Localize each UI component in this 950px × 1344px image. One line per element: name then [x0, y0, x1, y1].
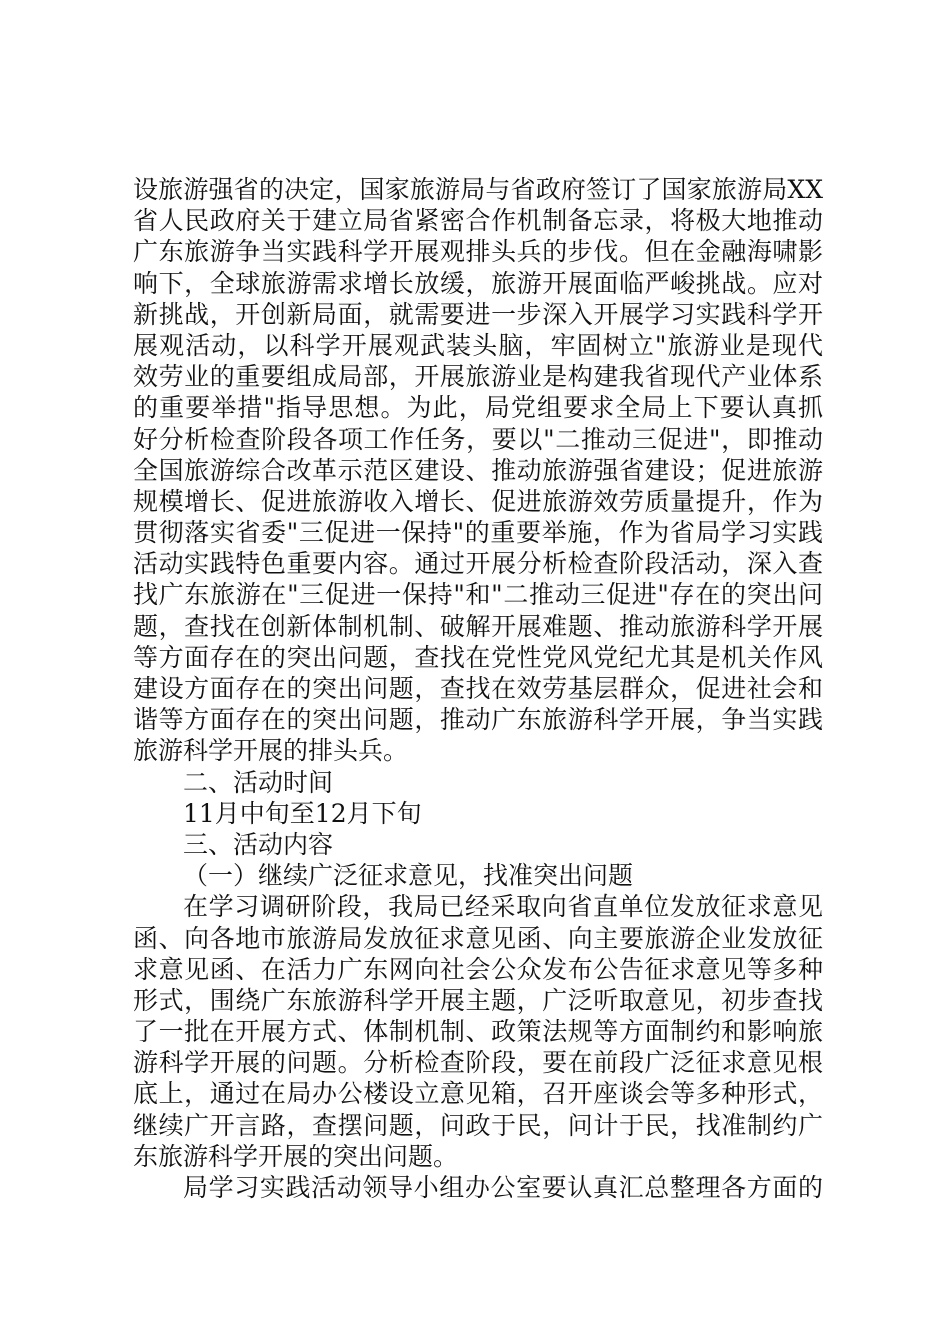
text-line: 旅游科学开展的排头兵。: [133, 736, 409, 766]
text-line: 函、向各地市旅游局发放征求意见函、向主要旅游企业发放征: [133, 923, 823, 953]
text-line: 在学习调研阶段，我局已经采取向省直单位发放征求意见: [183, 892, 823, 922]
text-line: 底上，通过在局办公楼设立意见箱，召开座谈会等多种形式，: [133, 1079, 823, 1109]
text-line: 东旅游科学开展的突出问题。: [133, 1141, 459, 1171]
text-line: 省人民政府关于建立局省紧密合作机制备忘录，将极大地推动: [133, 206, 823, 236]
text-line: 设旅游强省的决定，国家旅游局与省政府签订了国家旅游局XX: [133, 175, 823, 204]
text-line: 建设方面存在的突出问题，查找在效劳基层群众，促进社会和: [133, 674, 823, 703]
text-line: 规模增长、促进旅游收入增长、促进旅游效劳质量提升，作为: [133, 486, 823, 516]
section-heading: 三、活动内容: [183, 829, 334, 859]
text-line: 找广东旅游在"三促进一保持"和"二推动三促进"存在的突出问: [133, 580, 823, 610]
text-line: 继续广开言路，查摆问题，问政于民，问计于民，找准制约广: [133, 1110, 823, 1140]
text-line: 贯彻落实省委"三促进一保持"的重要举施，作为省局学习实践: [133, 518, 823, 548]
body-text: [133, 174, 823, 1203]
text-line: 11月中旬至12月下旬: [183, 798, 422, 828]
text-line: 谐等方面存在的突出问题，推动广东旅游科学开展，争当实践: [133, 705, 823, 735]
subsection-heading: （一）继续广泛征求意见，找准突出问题: [183, 861, 634, 891]
text-line: 活动实践特色重要内容。通过开展分析检查阶段活动，深入查: [133, 549, 823, 579]
text-line: 响下，全球旅游需求增长放缓，旅游开展面临严峻挑战。应对: [133, 268, 823, 298]
text-line: 了一批在开展方式、体制机制、政策法规等方面制约和影响旅: [133, 1017, 823, 1047]
text-line: 展观活动，以科学开展观武装头脑，牢固树立"旅游业是现代: [133, 330, 823, 360]
section-heading: 二、活动时间: [183, 767, 334, 797]
text-line: 的重要举措"指导思想。为此，局党组要求全局上下要认真抓: [133, 393, 823, 423]
text-line: 游科学开展的问题。分析检查阶段，要在前段广泛征求意见根: [133, 1048, 823, 1078]
text-line: 求意见函、在活力广东网向社会公众发布公告征求意见等多种: [133, 954, 823, 984]
text-line: 效劳业的重要组成局部，开展旅游业是构建我省现代产业体系: [133, 362, 823, 392]
text-line: 题，查找在创新体制机制、破解开展难题、推动旅游科学开展: [133, 611, 823, 641]
text-line: 广东旅游争当实践科学开展观排头兵的步伐。但在金融海啸影: [133, 237, 823, 267]
text-line: 全国旅游综合改革示范区建设、推动旅游强省建设；促进旅游: [133, 455, 823, 485]
text-line: 形式，围绕广东旅游科学开展主题，广泛听取意见，初步查找: [133, 985, 823, 1015]
text-line: 局学习实践活动领导小组办公室要认真汇总整理各方面的: [183, 1173, 823, 1202]
text-line: 等方面存在的突出问题，查找在党性党风党纪尤其是机关作风: [133, 642, 823, 672]
text-line: 新挑战，开创新局面，就需要进一步深入开展学习实践科学开: [133, 299, 823, 329]
text-line: 好分析检查阶段各项工作任务，要以"二推动三促进"，即推动: [133, 424, 823, 454]
